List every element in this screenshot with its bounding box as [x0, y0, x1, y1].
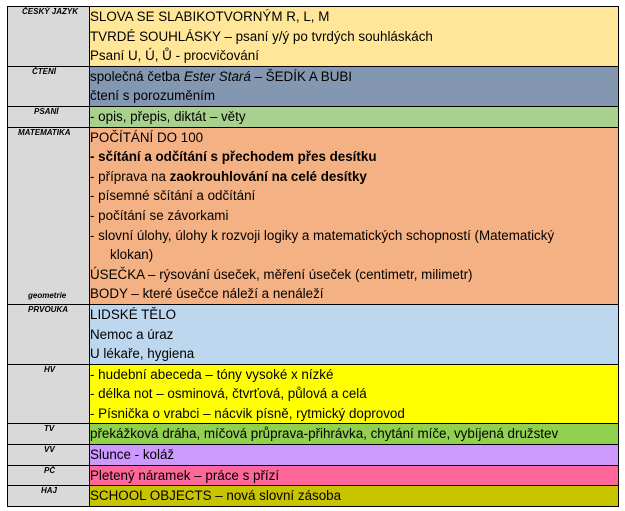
subject-cell [8, 364, 90, 424]
subject-cell [8, 106, 90, 127]
subject-cell [8, 127, 90, 304]
content-line: - hudební abeceda – tóny vysoké x nízké [90, 366, 334, 382]
row-prvouka [8, 304, 619, 364]
content-line: klokan) [110, 247, 154, 263]
subject-cell [8, 465, 90, 486]
subject-label: PSANÍ [34, 106, 59, 116]
subject-cell [8, 445, 90, 466]
subject-cell [8, 7, 90, 67]
subject-sublabel: geometrie [28, 290, 67, 300]
text-run: - příprava na [90, 168, 170, 184]
content-line: překážková dráha, míčová průprava-přihrávka, chytání míče, vybíjená družstev [90, 426, 559, 442]
content-line: - délka not – osminová, čtvrťová, půlová a celá [90, 386, 367, 402]
text-run-bold: zaokrouhlování na celé desítky [169, 168, 367, 184]
content-line: Nemoc a úraz [90, 326, 174, 342]
text-run: – ŠEDÍK A BUBI [250, 68, 353, 84]
content-line [90, 67, 618, 87]
content-cell [90, 445, 619, 466]
text-run: společná četba [90, 68, 184, 84]
subject-label: ČESKÝ JAZYK [22, 7, 79, 16]
content-line [90, 167, 618, 187]
content-line: čtení s porozuměním [90, 88, 216, 104]
content-line: - sčítání a odčítání s přechodem přes desítku [90, 149, 377, 165]
content-line: TVRDÉ SOUHLÁSKY – psaní y/ý po tvrdých souhláskách [90, 28, 433, 44]
content-line: Slunce - koláž [90, 447, 175, 463]
content-cell [90, 7, 619, 67]
subject-label: PRVOUKA [28, 304, 69, 314]
content-line: BODY – které úsečce náleží a nenáleží [90, 286, 324, 302]
row-matematika [8, 127, 619, 304]
subject-label: ČTENÍ [32, 66, 56, 76]
content-cell [90, 486, 619, 507]
subject-label: PČ [44, 465, 56, 475]
subject-label: VV [44, 445, 55, 455]
subject-label: HAJ [41, 486, 58, 496]
content-line: ÚSEČKA – rýsování úseček, měření úseček (centimetr, milimetr) [90, 266, 473, 282]
content-line: U lékaře, hygiena [90, 346, 195, 362]
content-line: Pletený náramek – práce s přízí [90, 467, 280, 483]
content-line: - slovní úlohy, úlohy k rozvoji logiky a matematických schopností (Matematický [90, 227, 555, 243]
content-cell [90, 465, 619, 486]
row-cesky-jazyk [8, 7, 619, 67]
row-tv [8, 424, 619, 445]
subject-cell [8, 486, 90, 507]
row-cteni [8, 66, 619, 106]
content-cell [90, 127, 619, 304]
content-line: POČÍTÁNÍ DO 100 [90, 129, 204, 145]
row-vv [8, 445, 619, 466]
row-pc [8, 465, 619, 486]
subject-label: HV [44, 364, 56, 374]
content-line: SCHOOL OBJECTS – nová slovní zásoba [90, 488, 342, 504]
subject-cell [8, 66, 90, 106]
subject-cell [8, 304, 90, 364]
row-haj [8, 486, 619, 507]
subject-cell [8, 424, 90, 445]
row-hv [8, 364, 619, 424]
content-line: - Písnička o vrabci – nácvik písně, rytmický doprovod [90, 405, 405, 421]
content-cell [90, 424, 619, 445]
weekly-plan-table [7, 6, 619, 507]
content-cell [90, 304, 619, 364]
content-cell [90, 66, 619, 106]
row-psani [8, 106, 619, 127]
content-line: Psaní U, Ú, Ů - procvičování [90, 48, 259, 64]
subject-label: TV [44, 424, 55, 434]
subject-label: MATEMATIKA [18, 127, 71, 137]
content-cell [90, 364, 619, 424]
content-line: - opis, přepis, diktát – věty [90, 108, 246, 124]
content-cell [90, 106, 619, 127]
content-line: - počítání se závorkami [90, 207, 229, 223]
content-line: LIDSKÉ TĚLO [90, 306, 177, 322]
book-author: Ester Stará [183, 68, 251, 84]
content-line: SLOVA SE SLABIKOTVORNÝM R, L, M [90, 9, 330, 24]
content-line: - písemné sčítání a odčítání [90, 188, 256, 204]
